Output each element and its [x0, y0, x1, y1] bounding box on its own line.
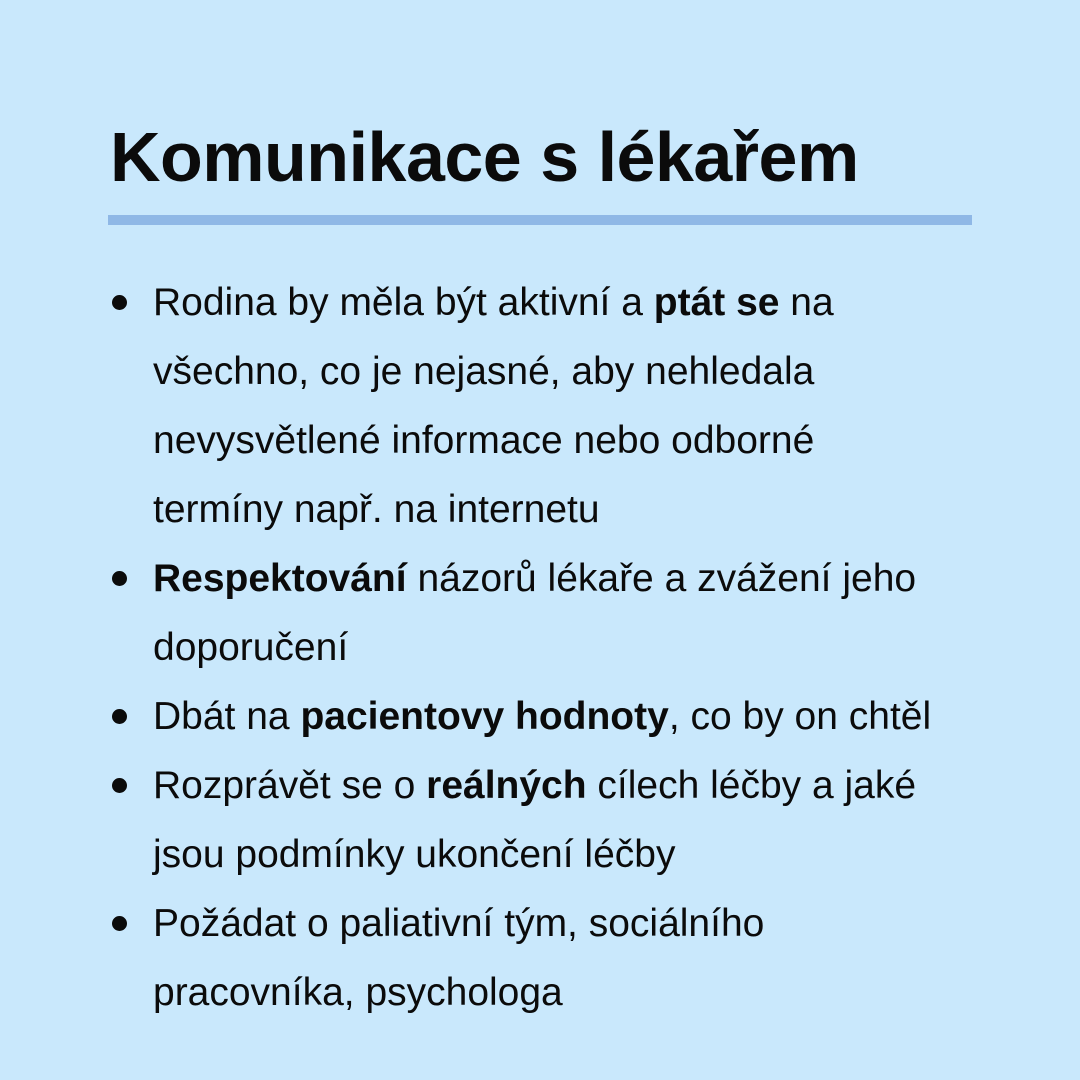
- title-divider: [108, 215, 972, 225]
- bullet-text-bold: pacientovy hodnoty: [300, 695, 669, 738]
- bullet-text: Rozprávět se o: [153, 764, 427, 807]
- slide-title: Komunikace s lékařem: [110, 118, 859, 196]
- bullet-text: názorů lékaře a zvážení jeho: [406, 557, 917, 600]
- bullet-line: pracovníka, psychologa: [153, 971, 563, 1014]
- bullet-item: [110, 268, 1050, 544]
- bullet-text: Dbát na: [153, 695, 301, 738]
- bullet-dot-icon: [112, 571, 127, 586]
- bullet-item: [110, 889, 1050, 1027]
- bullet-dot-icon: [112, 709, 127, 724]
- bullet-line: nevysvětlené informace nebo odborné: [153, 419, 815, 462]
- bullet-text: Rodina by měla být aktivní a: [153, 281, 654, 324]
- bullet-line: termíny např. na internetu: [153, 488, 600, 531]
- bullet-text: na: [779, 281, 834, 324]
- bullet-line: [153, 281, 834, 324]
- bullet-line: doporučení: [153, 626, 349, 669]
- bullet-dot-icon: [112, 916, 127, 931]
- bullet-text: , co by on chtěl: [668, 695, 932, 738]
- bullet-line: [153, 557, 916, 600]
- bullet-line: všechno, co je nejasné, aby nehledala: [153, 350, 815, 393]
- bullet-line: Požádat o paliativní tým, sociálního: [153, 902, 765, 945]
- bullet-text-bold: reálných: [426, 764, 587, 807]
- bullet-dot-icon: [112, 295, 127, 310]
- bullet-text-bold: Respektování: [153, 557, 407, 600]
- bullet-line: [153, 695, 931, 738]
- bullet-item: [110, 682, 1050, 751]
- bullet-line: [153, 764, 916, 807]
- bullet-item: [110, 544, 1050, 682]
- bullet-text-bold: ptát se: [653, 281, 780, 324]
- bullet-text: cílech léčby a jaké: [586, 764, 917, 807]
- bullet-item: [110, 751, 1050, 889]
- bullet-dot-icon: [112, 778, 127, 793]
- bullet-list: [110, 268, 1050, 1027]
- bullet-line: jsou podmínky ukončení léčby: [153, 833, 676, 876]
